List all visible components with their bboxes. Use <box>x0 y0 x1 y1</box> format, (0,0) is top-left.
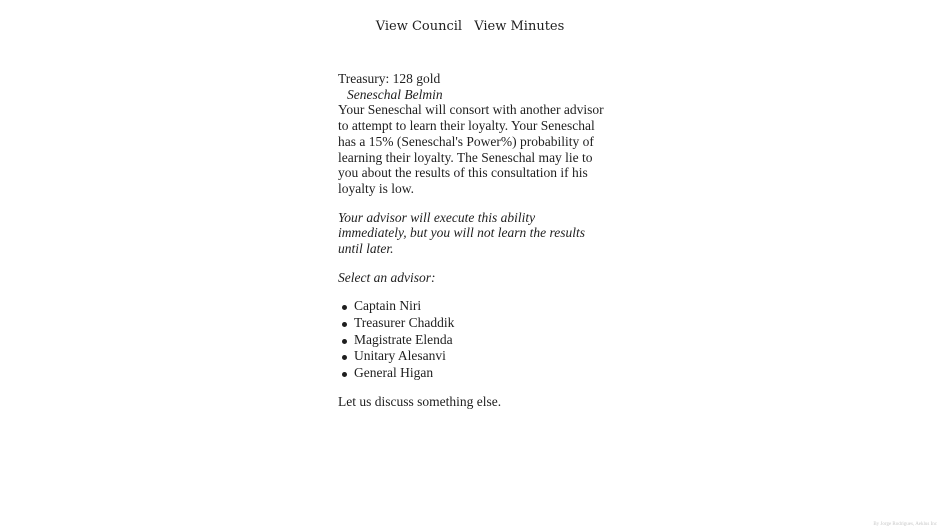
discuss-something-else-link[interactable]: Let us discuss something else. <box>338 394 502 410</box>
top-nav <box>0 19 940 34</box>
view-council-link[interactable]: View Council <box>375 19 463 34</box>
advisor-option-captain-niri[interactable]: Captain Niri <box>354 298 606 315</box>
treasury-status: Treasury: 128 gold <box>338 71 441 86</box>
main-content <box>338 71 606 410</box>
ability-note: Your advisor will execute this ability immediately, but you will not learn the results until later. <box>338 209 585 257</box>
select-prompt: Select an advisor: <box>338 269 436 285</box>
footer-credit: By Jorge Rodrigues, Aeklus Inc <box>873 522 937 527</box>
advisor-option-magistrate-elenda[interactable]: Magistrate Elenda <box>354 332 606 349</box>
advisor-option-treasurer-chaddik[interactable]: Treasurer Chaddik <box>354 315 606 332</box>
advisor-list <box>338 298 606 381</box>
view-minutes-link[interactable]: View Minutes <box>474 19 565 34</box>
ability-description: Your Seneschal will consort with another advisor to attempt to learn their loyalty. Your Seneschal has a 15% (Seneschal's Power%) probability of learning their loyalty. The Seneschal may lie to you about the results of this consultation if his loyalty is low. <box>338 102 604 196</box>
advisor-name: Seneschal Belmin <box>347 86 443 102</box>
advisor-option-unitary-alesanvi[interactable]: Unitary Alesanvi <box>354 348 606 365</box>
advisor-option-general-higan[interactable]: General Higan <box>354 365 606 382</box>
